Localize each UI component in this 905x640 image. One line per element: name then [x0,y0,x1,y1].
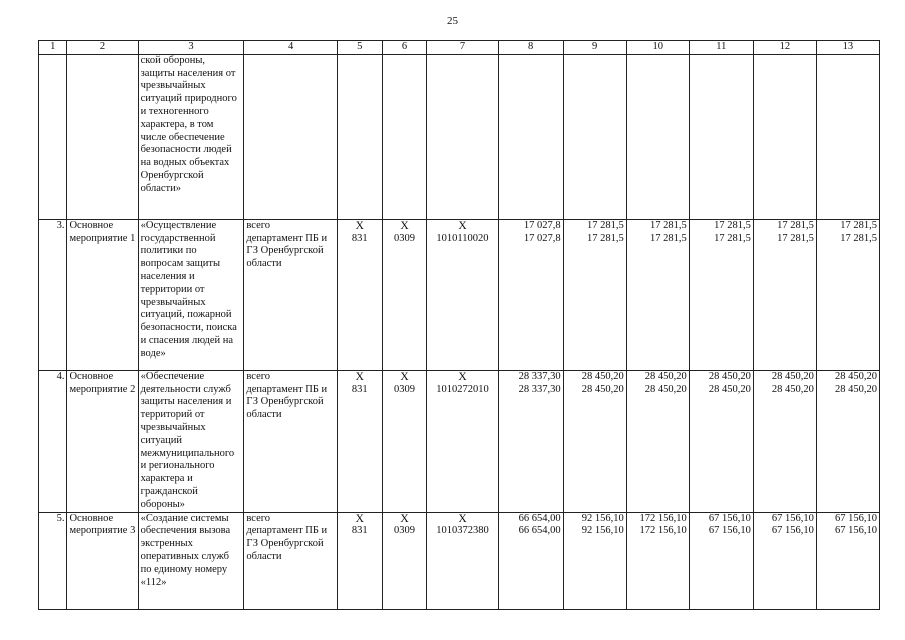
column-header: 1 [39,41,67,55]
cell-value [563,370,626,512]
cell-value [753,54,816,219]
table-row-continuation [39,54,880,219]
column-header: 7 [427,41,498,55]
cell-c5 [337,219,382,370]
cell-value [498,219,563,370]
column-number-row [39,41,880,55]
executor-department: департамент ПБ и ГЗ Оренбургской области [246,525,328,562]
value-department: 92 156,10 [581,525,624,537]
cell-description: «Осуществление государственной политики по вопросам защиты населения и территории от чрезвычайных ситуаций, пожарной безопасности, поиска и спасения людей на воде» [138,219,244,370]
cell-num [39,54,67,219]
c7-total: X [458,370,467,383]
column-header: 12 [753,41,816,55]
cell-description: «Обеспечение деятельности служб защиты населения и территорий от чрезвычайных ситуаций межмуниципального и регионального характера и гражданской обороны» [138,370,244,512]
c6-total: X [400,219,409,232]
c5-total: X [355,219,364,232]
c6-code: 0309 [394,525,416,537]
cell-c5 [337,512,382,609]
value-department: 28 450,20 [835,383,877,395]
cell-executor [244,512,338,609]
table-row [39,370,880,512]
c6-total: X [400,512,409,525]
cell-type [67,54,138,219]
value-total: 67 156,10 [708,512,751,524]
cell-value [563,54,626,219]
c6-code: 0309 [394,383,416,395]
value-department: 17 027,8 [523,232,561,244]
cell-value [689,219,753,370]
value-department: 172 156,10 [639,525,687,537]
cell-c5 [337,370,382,512]
page-number: 25 [447,15,458,27]
executor-total: всего [246,219,271,231]
cell-c6 [382,370,427,512]
value-department: 67 156,10 [771,525,814,537]
value-total: 28 450,20 [581,370,624,382]
cell-type: Основное мероприятие 1 [67,219,138,370]
table-row [39,219,880,370]
value-total: 28 450,20 [835,370,877,382]
value-department: 66 654,00 [518,525,561,537]
cell-value [563,512,626,609]
cell-c6 [382,54,427,219]
value-department: 28 450,20 [581,383,624,395]
value-total: 172 156,10 [639,512,687,524]
column-header: 6 [382,41,427,55]
value-total: 17 281,5 [650,219,687,231]
value-total: 67 156,10 [771,512,814,524]
value-total: 28 450,20 [644,370,687,382]
value-total: 17 281,5 [777,219,814,231]
cell-value [816,219,879,370]
column-header: 13 [816,41,879,55]
cell-executor [244,370,338,512]
c5-total: X [355,370,364,383]
column-header: 9 [563,41,626,55]
value-total: 28 450,20 [708,370,751,382]
cell-c7 [427,370,498,512]
cell-value [498,370,563,512]
value-total: 28 450,20 [771,370,814,382]
cell-value [753,219,816,370]
value-total: 67 156,10 [835,512,877,524]
value-department: 17 281,5 [586,232,624,244]
c6-code: 0309 [394,232,416,244]
cell-c7 [427,54,498,219]
cell-value [816,370,879,512]
column-header: 3 [138,41,244,55]
c5-code: 831 [351,232,368,244]
cell-description: «Создание системы обеспечения вызова экстренных оперативных служб по единому номеру «112» [138,512,244,609]
cell-value [816,512,879,609]
cell-value [498,54,563,219]
executor-department: департамент ПБ и ГЗ Оренбургской области [246,232,328,270]
c5-code: 831 [351,383,368,395]
cell-description: ской обороны, защиты населения от чрезвычайных ситуаций природного и техногенного характера, в том числе обеспечение безопасности людей на водных объектах Оренбургской области» [138,54,244,219]
value-total: 17 281,5 [840,219,877,231]
value-total: 28 337,30 [518,370,561,382]
cell-executor [244,54,338,219]
value-department: 67 156,10 [835,525,877,537]
cell-value [498,512,563,609]
cell-c7 [427,512,498,609]
value-department: 28 450,20 [708,383,751,395]
cell-value [816,54,879,219]
executor-total: всего [246,370,271,382]
c5-total: X [355,512,364,525]
c7-total: X [458,512,467,525]
cell-value [626,370,689,512]
value-department: 17 281,5 [777,232,814,244]
budget-table [38,40,880,610]
value-department: 67 156,10 [708,525,751,537]
value-total: 17 027,8 [523,219,561,231]
column-header: 11 [689,41,753,55]
cell-c6 [382,512,427,609]
value-department: 28 450,20 [644,383,687,395]
column-header: 8 [498,41,563,55]
c7-code: 1010110020 [436,232,489,244]
table-row [39,512,880,609]
cell-type: Основное мероприятие 2 [67,370,138,512]
column-header: 10 [626,41,689,55]
cell-c7 [427,219,498,370]
c6-total: X [400,370,409,383]
cell-num: 3. [39,219,67,370]
cell-value [626,512,689,609]
cell-value [753,512,816,609]
cell-value [626,219,689,370]
value-total: 66 654,00 [518,512,561,524]
c7-total: X [458,219,467,232]
c7-code: 1010372380 [436,525,489,537]
cell-value [689,370,753,512]
c7-code: 1010272010 [436,383,489,395]
column-header: 5 [337,41,382,55]
cell-c5 [337,54,382,219]
cell-num: 5. [39,512,67,609]
executor-total: всего [246,512,271,524]
value-department: 17 281,5 [714,232,751,244]
cell-type: Основное мероприятие 3 [67,512,138,609]
value-total: 92 156,10 [581,512,624,524]
cell-num: 4. [39,370,67,512]
cell-value [563,219,626,370]
cell-value [689,54,753,219]
c5-code: 831 [351,525,368,537]
cell-c6 [382,219,427,370]
cell-executor [244,219,338,370]
column-header: 2 [67,41,138,55]
cell-value [689,512,753,609]
column-header: 4 [244,41,338,55]
value-total: 17 281,5 [586,219,624,231]
value-department: 17 281,5 [840,232,877,244]
cell-value [753,370,816,512]
value-department: 28 450,20 [771,383,814,395]
value-department: 28 337,30 [518,383,561,395]
value-total: 17 281,5 [714,219,751,231]
executor-department: департамент ПБ и ГЗ Оренбургской области [246,383,328,421]
value-department: 17 281,5 [650,232,687,244]
cell-value [626,54,689,219]
